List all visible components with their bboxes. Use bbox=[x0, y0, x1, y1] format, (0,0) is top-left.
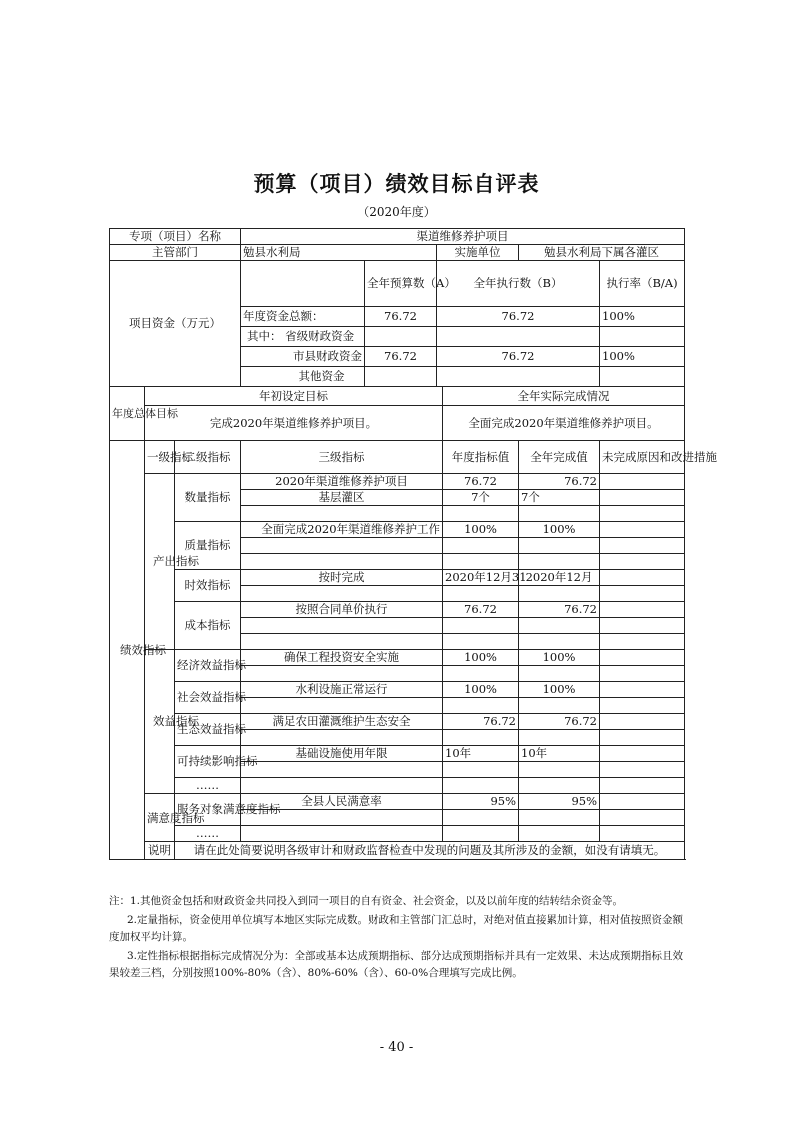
funds-label: 项目资金（万元） bbox=[110, 261, 241, 387]
funds-row-budget bbox=[365, 367, 437, 387]
indicator-actual bbox=[519, 730, 600, 746]
indicator-name bbox=[241, 762, 443, 778]
output-indicators-label: 产出指标 bbox=[145, 474, 175, 650]
service-satisfaction-label: 服务对象满意度指标 bbox=[175, 794, 241, 826]
evaluation-table bbox=[109, 228, 718, 860]
funds-row-exec bbox=[437, 367, 600, 387]
indicator-reason bbox=[600, 730, 685, 746]
indicator-target bbox=[443, 554, 519, 570]
indicator-target bbox=[443, 506, 519, 522]
indicator-name bbox=[241, 618, 443, 634]
indicator-name: 确保工程投资安全实施 bbox=[241, 650, 443, 666]
goals-actual-value: 全面完成2020年渠道维修养护项目。 bbox=[443, 406, 685, 441]
indicator-reason bbox=[600, 778, 685, 794]
year-subtitle: （2020年度） bbox=[357, 205, 436, 219]
indicator-reason bbox=[600, 586, 685, 602]
indicator-reason bbox=[600, 618, 685, 634]
indicator-name: 基础设施使用年限 bbox=[241, 746, 443, 762]
indicator-target: 10年 bbox=[443, 746, 519, 762]
indicator-name: 按时完成 bbox=[241, 570, 443, 586]
indicator-target bbox=[443, 730, 519, 746]
indicator-target: 7个 bbox=[443, 490, 519, 506]
funds-row-rate bbox=[600, 327, 685, 347]
indicator-actual: 100% bbox=[519, 650, 600, 666]
indicator-target bbox=[443, 810, 519, 826]
indicator-actual bbox=[519, 826, 600, 842]
satisfaction-indicators-label: 满意度指标 bbox=[145, 794, 175, 842]
indicator-reason bbox=[600, 746, 685, 762]
indicator-actual bbox=[519, 810, 600, 826]
indicator-name: 基层灌区 bbox=[241, 490, 443, 506]
indicator-reason bbox=[600, 666, 685, 682]
indicator-target bbox=[443, 778, 519, 794]
social-indicator-label: 社会效益指标 bbox=[175, 682, 241, 714]
indicator-actual: 100% bbox=[519, 522, 600, 538]
indicator-target: 76.72 bbox=[443, 474, 519, 490]
indicator-name: 满足农田灌溉维护生态安全 bbox=[241, 714, 443, 730]
funds-row-exec: 76.72 bbox=[437, 347, 600, 367]
indicators-label: 绩效指标 bbox=[110, 441, 145, 860]
project-name-label: 专项（项目）名称 bbox=[110, 229, 241, 245]
indicator-name: 2020年渠道维修养护项目 bbox=[241, 474, 443, 490]
indicator-actual bbox=[519, 698, 600, 714]
indicator-name bbox=[241, 538, 443, 554]
indicator-name bbox=[241, 778, 443, 794]
project-name-value: 渠道维修养护项目 bbox=[241, 229, 685, 245]
indicator-reason bbox=[600, 490, 685, 506]
funds-row-budget: 76.72 bbox=[365, 347, 437, 367]
footnote-3: 3.定性指标根据指标完成情况分为：全部或基本达成预期指标、部分达成预期指标并具有一定效果、未达成预期指标且效果较差三档，分别按照100%-80%（含）、80%-60%（含）、60-0%合理填写完成比例。 bbox=[109, 950, 684, 979]
indicator-actual: 95% bbox=[519, 794, 600, 810]
indicator-actual bbox=[519, 506, 600, 522]
indicator-name bbox=[241, 506, 443, 522]
indicator-reason bbox=[600, 650, 685, 666]
indicator-name bbox=[241, 666, 443, 682]
goals-col-actual: 全年实际完成情况 bbox=[443, 387, 685, 406]
indicator-target bbox=[443, 666, 519, 682]
eco-indicator-label: 生态效益指标 bbox=[175, 714, 241, 746]
indicator-reason bbox=[600, 554, 685, 570]
indicator-actual bbox=[519, 666, 600, 682]
indicator-reason bbox=[600, 602, 685, 618]
quality-indicator-label: 质量指标 bbox=[175, 522, 241, 570]
indicator-reason bbox=[600, 634, 685, 650]
funds-row-budget bbox=[365, 327, 437, 347]
satisfaction-more-label: …… bbox=[175, 826, 241, 842]
indicator-reason bbox=[600, 522, 685, 538]
impl-unit-label: 实施单位 bbox=[437, 245, 519, 261]
indicator-name: 全县人民满意率 bbox=[241, 794, 443, 810]
indicator-target bbox=[443, 698, 519, 714]
indicator-target: 76.72 bbox=[443, 602, 519, 618]
remark-label: 说明 bbox=[145, 842, 175, 860]
indicator-name: 全面完成2020年渠道维修养护工作 bbox=[241, 522, 443, 538]
dept-label: 主管部门 bbox=[110, 245, 241, 261]
funds-row-name: 其他资金 bbox=[241, 367, 365, 387]
indicator-reason bbox=[600, 682, 685, 698]
cost-indicator-label: 成本指标 bbox=[175, 602, 241, 650]
indicator-actual bbox=[519, 762, 600, 778]
indicator-name: 水利设施正常运行 bbox=[241, 682, 443, 698]
indicator-target: 76.72 bbox=[443, 714, 519, 730]
indicator-actual: 76.72 bbox=[519, 602, 600, 618]
indicator-reason bbox=[600, 506, 685, 522]
time-indicator-label: 时效指标 bbox=[175, 570, 241, 602]
indicator-actual bbox=[519, 778, 600, 794]
indicator-actual: 100% bbox=[519, 682, 600, 698]
col-level1-header: 一级指标 bbox=[145, 441, 175, 474]
funds-row-name: 其中： 省级财政资金 bbox=[241, 327, 365, 347]
economic-indicator-label: 经济效益指标 bbox=[175, 650, 241, 682]
col-level2-header: 二级指标 bbox=[175, 441, 241, 474]
indicator-reason bbox=[600, 826, 685, 842]
funds-row-name: 年度资金总额： bbox=[241, 307, 365, 327]
indicator-target bbox=[443, 762, 519, 778]
impl-unit-value: 勉县水利局下属各灌区 bbox=[519, 245, 685, 261]
indicator-actual: 7个 bbox=[519, 490, 600, 506]
indicator-target: 100% bbox=[443, 682, 519, 698]
indicator-name bbox=[241, 554, 443, 570]
indicator-target: 100% bbox=[443, 650, 519, 666]
effect-indicators-label: 效益指标 bbox=[145, 650, 175, 794]
remark-text: 请在此处简要说明各级审计和财政监督检查中发现的问题及其所涉及的金额，如没有请填无。 bbox=[175, 842, 685, 860]
funds-col-exec: 全年执行数（B） bbox=[437, 261, 600, 307]
indicator-target bbox=[443, 538, 519, 554]
indicator-target: 95% bbox=[443, 794, 519, 810]
page-number: - 40 - bbox=[379, 1040, 414, 1055]
indicator-reason bbox=[600, 714, 685, 730]
goals-label: 年度总体目标 bbox=[110, 387, 145, 441]
footnotes bbox=[109, 893, 689, 984]
dept-value: 勉县水利局 bbox=[241, 245, 437, 261]
indicator-name: 按照合同单价执行 bbox=[241, 602, 443, 618]
indicator-actual bbox=[519, 538, 600, 554]
indicator-actual bbox=[519, 554, 600, 570]
indicator-actual: 2020年12月 bbox=[519, 570, 600, 586]
sustain-indicator-label: 可持续影响指标 bbox=[175, 746, 241, 778]
indicator-target bbox=[443, 618, 519, 634]
indicator-reason bbox=[600, 810, 685, 826]
col-level3-header: 三级指标 bbox=[241, 441, 443, 474]
indicator-name bbox=[241, 730, 443, 746]
indicator-actual bbox=[519, 586, 600, 602]
funds-col-rate: 执行率（B/A) bbox=[600, 261, 685, 307]
indicator-target bbox=[443, 826, 519, 842]
indicator-actual: 10年 bbox=[519, 746, 600, 762]
indicator-reason bbox=[600, 762, 685, 778]
col-target-header: 年度指标值 bbox=[443, 441, 519, 474]
indicator-actual bbox=[519, 634, 600, 650]
indicator-target bbox=[443, 634, 519, 650]
indicator-target bbox=[443, 586, 519, 602]
indicator-name bbox=[241, 634, 443, 650]
funds-col-budget: 全年预算数（A） bbox=[365, 261, 437, 307]
indicator-reason bbox=[600, 538, 685, 554]
indicator-reason bbox=[600, 474, 685, 490]
indicator-reason bbox=[600, 570, 685, 586]
indicator-reason bbox=[600, 698, 685, 714]
goals-col-plan: 年初设定目标 bbox=[145, 387, 443, 406]
indicator-name bbox=[241, 826, 443, 842]
funds-row-rate bbox=[600, 367, 685, 387]
funds-row-rate: 100% bbox=[600, 347, 685, 367]
funds-row-name: 市县财政资金 bbox=[241, 347, 365, 367]
funds-blank-cell bbox=[241, 261, 365, 307]
indicator-target: 100% bbox=[443, 522, 519, 538]
page-title: 预算（项目）绩效目标自评表 bbox=[253, 171, 540, 196]
goals-plan-value: 完成2020年渠道维修养护项目。 bbox=[145, 406, 443, 441]
indicator-actual: 76.72 bbox=[519, 474, 600, 490]
indicator-name bbox=[241, 698, 443, 714]
funds-row-rate: 100% bbox=[600, 307, 685, 327]
indicator-target: 2020年12月31 bbox=[443, 570, 519, 586]
indicator-actual bbox=[519, 618, 600, 634]
funds-row-budget: 76.72 bbox=[365, 307, 437, 327]
indicator-actual: 76.72 bbox=[519, 714, 600, 730]
footnote-2: 2.定量指标，资金使用单位填写本地区实际完成数。财政和主管部门汇总时，对绝对值直接累加计算，相对值按照资金额度加权平均计算。 bbox=[109, 914, 684, 943]
funds-row-exec: 76.72 bbox=[437, 307, 600, 327]
col-actual-header: 全年完成值 bbox=[519, 441, 600, 474]
quantity-indicator-label: 数量指标 bbox=[175, 474, 241, 522]
funds-row-exec bbox=[437, 327, 600, 347]
indicator-name bbox=[241, 586, 443, 602]
effect-more-label: …… bbox=[175, 778, 241, 794]
col-reason-header: 未完成原因和改进措施 bbox=[600, 441, 685, 474]
footnote-1: 注：1.其他资金包括和财政资金共同投入到同一项目的自有资金、社会资金，以及以前年度的结转结余资金等。 bbox=[109, 895, 624, 907]
indicator-reason bbox=[600, 794, 685, 810]
